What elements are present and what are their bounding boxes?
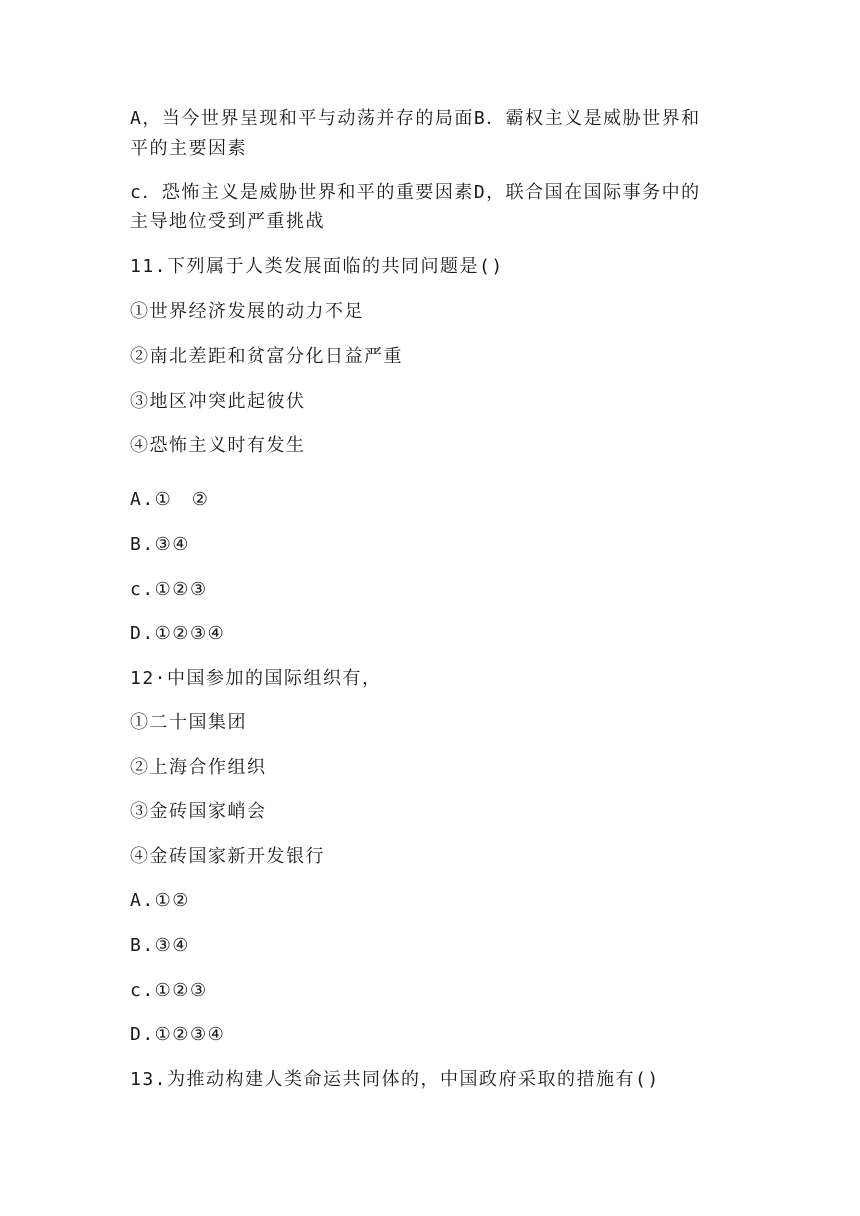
q11-option-d: D.①②③④ <box>130 623 226 644</box>
q11-item-2: ②南北差距和贫富分化日益严重 <box>130 346 403 367</box>
q12-item-3: ③金砖国家峭会 <box>130 801 267 822</box>
option-a-line: A，当今世界呈现和平与动荡并存的局面B．霸权主义是威胁世界和 <box>130 108 701 129</box>
question-12: 12·中国参加的国际组织有， <box>130 668 382 689</box>
q12-option-a: A.①② <box>130 890 190 911</box>
q11-option-b: B.③④ <box>130 534 190 555</box>
q11-item-4: ④恐怖主义时有发生 <box>130 435 306 456</box>
q12-option-b: B.③④ <box>130 935 190 956</box>
q12-item-1: ①二十国集团 <box>130 712 247 733</box>
q12-option-d: D.①②③④ <box>130 1024 226 1045</box>
q11-option-c: c.①②③ <box>130 579 208 600</box>
q12-item-2: ②上海合作组织 <box>130 757 267 778</box>
q11-item-3: ③地区冲突此起彼伏 <box>130 391 306 412</box>
q12-item-4: ④金砖国家新开发银行 <box>130 846 325 867</box>
q11-option-a: A.① ② <box>130 489 210 510</box>
option-b-continuation: 平的主要因素 <box>130 138 247 159</box>
option-d-continuation: 主导地位受到严重挑战 <box>130 211 325 232</box>
q11-item-1: ①世界经济发展的动力不足 <box>130 301 364 322</box>
q12-option-c: c.①②③ <box>130 980 208 1001</box>
question-13: 13.为推动构建人类命运共同体的，中国政府采取的措施有() <box>130 1069 660 1090</box>
question-11: 11.下列属于人类发展面临的共同问题是() <box>130 256 504 277</box>
option-c-line: c．恐怖主义是威胁世界和平的重要因素D，联合国在国际事务中的 <box>130 182 701 203</box>
